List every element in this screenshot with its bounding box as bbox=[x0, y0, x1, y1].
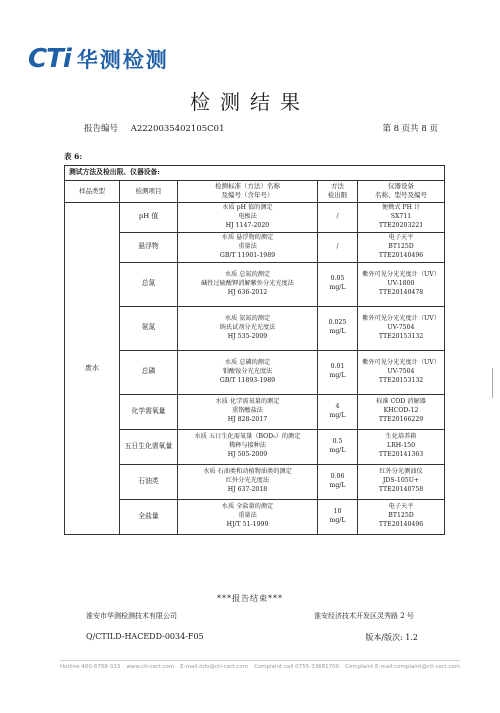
standard-cell-line: 水质 总氮的测定 bbox=[224, 270, 271, 278]
test-item-cell: 石油类 bbox=[120, 464, 178, 499]
header-instrument-line: 仪器设备 bbox=[388, 181, 415, 190]
results-section bbox=[64, 151, 444, 535]
company-logo bbox=[28, 42, 169, 76]
limit-cell-line: mg/L bbox=[329, 372, 346, 380]
table-row bbox=[65, 306, 445, 350]
logo-mark: CTi bbox=[28, 44, 71, 74]
logo-text: 华测检测 bbox=[76, 48, 169, 72]
document-version: 版本/版次: 1.2 bbox=[365, 633, 418, 642]
standard-cell bbox=[178, 394, 318, 429]
standard-cell-line: 电极法 bbox=[238, 212, 257, 220]
instrument-cell-line: BT125D bbox=[388, 242, 414, 250]
header-item: 检测项目 bbox=[120, 180, 178, 202]
instrument-cell-line: 电子天平 bbox=[388, 503, 414, 511]
limit-cell bbox=[318, 429, 358, 464]
header-standard-line: 及编号（含年号） bbox=[221, 191, 274, 200]
table-row bbox=[65, 350, 445, 394]
standard-cell-line: HJ/T 51-1999 bbox=[226, 521, 269, 529]
instrument-cell-line: UV-1800 bbox=[387, 279, 415, 287]
instrument-cell-line: TTE20203221 bbox=[378, 221, 424, 229]
header-sample-type: 样品类型 bbox=[65, 180, 120, 202]
table-row bbox=[65, 262, 445, 306]
header-standard bbox=[178, 180, 318, 202]
instrument-cell bbox=[358, 499, 445, 534]
test-item-cell: 悬浮物 bbox=[120, 232, 178, 262]
standard-cell-line: 重量法 bbox=[238, 512, 257, 520]
limit-cell bbox=[318, 394, 358, 429]
table-row bbox=[65, 464, 445, 499]
limit-cell-line: 10 bbox=[333, 507, 342, 515]
test-item-cell: 总氮 bbox=[120, 262, 178, 306]
instrument-cell-line: 红外分光测油仪 bbox=[379, 468, 423, 476]
table-row bbox=[65, 232, 445, 262]
header-standard-line: 检测标准（方法）名称 bbox=[215, 181, 280, 190]
instrument-cell-line: 便携式 PH 计 bbox=[381, 203, 421, 211]
standard-cell bbox=[178, 262, 318, 306]
report-end-mark: ***报告结束*** bbox=[217, 594, 283, 603]
complaint-email-link[interactable]: Complaint E-mail:complaint@cti-cert.com bbox=[345, 664, 460, 670]
instrument-cell bbox=[358, 394, 445, 429]
standard-cell-line: 碱性过硫酸钾消解紫外分光光度法 bbox=[201, 279, 294, 287]
instrument-cell bbox=[358, 232, 445, 262]
standard-cell bbox=[178, 429, 318, 464]
limit-cell-line: 0.06 bbox=[330, 472, 345, 480]
table-row bbox=[65, 202, 445, 232]
standard-cell-line: 水质 pH 值的测定 bbox=[222, 203, 273, 211]
header-limit-line: 方法 bbox=[331, 181, 344, 190]
table-caption: 测试方法及检出限、仪器设备: bbox=[65, 166, 445, 181]
report-number bbox=[84, 122, 224, 134]
header-limit bbox=[318, 180, 358, 202]
instrument-cell-line: LRH-150 bbox=[386, 442, 416, 450]
test-item-cell: 全盐量 bbox=[120, 499, 178, 534]
instrument-cell-line: TTE20140496 bbox=[378, 251, 424, 259]
instrument-cell-line: TTE20141363 bbox=[378, 451, 424, 459]
sample-type-cell: 废水 bbox=[65, 202, 120, 534]
limit-cell bbox=[318, 262, 358, 306]
standard-cell-line: 水质 化学需氧量的测定 bbox=[215, 398, 280, 406]
table-row bbox=[65, 394, 445, 429]
test-item-cell: pH 值 bbox=[120, 202, 178, 232]
limit-cell-line: 0.05 bbox=[330, 275, 345, 283]
report-number-value: A2220035402105C01 bbox=[130, 124, 225, 134]
standard-cell-line: HJ 505-2009 bbox=[227, 451, 268, 459]
company-address: 淮安经济技术开发区灵秀路 2 号 bbox=[314, 612, 414, 620]
standard-cell-line: 水质 氨氮的测定 bbox=[224, 314, 271, 322]
standard-cell bbox=[178, 202, 318, 232]
standard-cell-line: 钼酸铵分光光度法 bbox=[222, 367, 273, 375]
limit-cell bbox=[318, 464, 358, 499]
instrument-cell-line: 紫外可见分光光度计（UV） bbox=[362, 270, 440, 278]
standard-cell-line: HJ 535-2009 bbox=[227, 332, 268, 340]
limit-cell-line: 0.025 bbox=[328, 319, 347, 327]
standard-cell-line: 水质 总磷的测定 bbox=[224, 358, 271, 366]
standard-cell-line: 稀释与接种法 bbox=[228, 442, 267, 450]
standard-cell-line: 红外分光光度法 bbox=[225, 477, 270, 485]
limit-cell-line: 0.5 bbox=[332, 437, 343, 445]
limit-cell-line: mg/L bbox=[329, 328, 346, 336]
hotline: Hotline 400-6788-333 bbox=[60, 664, 121, 670]
header-instrument-line: 名称、型号及编号 bbox=[375, 191, 428, 200]
instrument-cell bbox=[358, 306, 445, 350]
website-link[interactable]: www.cti-cert.com bbox=[126, 664, 175, 670]
instrument-cell-line: BT125D bbox=[388, 512, 414, 520]
limit-cell-line: 0.01 bbox=[330, 363, 345, 371]
company-name: 淮安市华测检测技术有限公司 bbox=[86, 612, 177, 620]
complaint-call: Complaint call 0755-33681700 bbox=[254, 664, 340, 670]
header-limit-line: 检出限 bbox=[327, 191, 348, 200]
limit-cell-line: mg/L bbox=[329, 481, 346, 489]
limit-cell bbox=[318, 350, 358, 394]
limit-cell bbox=[318, 232, 358, 262]
instrument-cell bbox=[358, 262, 445, 306]
instrument-cell-line: TTE20140496 bbox=[378, 521, 424, 529]
report-number-label: 报告编号 bbox=[84, 124, 119, 134]
binding-mark bbox=[492, 368, 498, 398]
instrument-cell-line: 电子天平 bbox=[388, 233, 414, 241]
instrument-cell-line: 标准 COD 消解器 bbox=[376, 398, 426, 406]
table-label: 表 6: bbox=[64, 152, 83, 161]
limit-cell-line: mg/L bbox=[329, 516, 346, 524]
limit-cell-line: / bbox=[336, 242, 339, 250]
instrument-cell-line: JDS-105U+ bbox=[382, 477, 420, 485]
instrument-cell-line: TTE20153132 bbox=[378, 376, 424, 384]
standard-cell bbox=[178, 499, 318, 534]
instrument-cell-line: 紫外可见分光光度计（UV） bbox=[362, 358, 440, 366]
limit-cell-line: mg/L bbox=[329, 446, 346, 454]
standard-cell-line: HJ 637-2018 bbox=[227, 486, 268, 494]
document-code: Q/CTILD-HACEDD-0034-F05 bbox=[86, 632, 204, 641]
header-instrument bbox=[358, 180, 445, 202]
instrument-cell-line: SX711 bbox=[390, 212, 412, 220]
standard-cell-line: 水质 全盐量的测定 bbox=[221, 503, 274, 511]
instrument-cell bbox=[358, 429, 445, 464]
standard-cell bbox=[178, 464, 318, 499]
instrument-cell-line: KHCOD-12 bbox=[383, 407, 419, 415]
limit-cell bbox=[318, 499, 358, 534]
instrument-cell-line: 生化培养箱 bbox=[385, 433, 417, 441]
table-row bbox=[65, 429, 445, 464]
standard-cell-line: HJ 636-2012 bbox=[227, 288, 268, 296]
standard-cell-line: 水质 石油类和动植物油类的测定 bbox=[203, 468, 292, 476]
test-item-cell: 五日生化需氧量 bbox=[120, 429, 178, 464]
table-header-row bbox=[65, 180, 445, 202]
instrument-cell-line: UV-7504 bbox=[387, 323, 415, 331]
instrument-cell-line: TTE20140478 bbox=[378, 288, 424, 296]
standard-cell-line: HJ 1147-2020 bbox=[225, 221, 270, 229]
instrument-cell-line: TTE20166229 bbox=[378, 416, 424, 424]
instrument-cell-line: TTE20153132 bbox=[378, 332, 424, 340]
instrument-cell-line: TTE20140758 bbox=[378, 486, 424, 494]
limit-cell-line: / bbox=[336, 212, 339, 220]
limit-cell-line: mg/L bbox=[329, 411, 346, 419]
standard-cell-line: 水质 五日生化需氧量（BOD₅）的测定 bbox=[194, 433, 301, 441]
standard-cell-line: 重量法 bbox=[238, 242, 257, 250]
instrument-cell-line: UV-7504 bbox=[387, 367, 415, 375]
limit-cell bbox=[318, 306, 358, 350]
limit-cell-line: 4 bbox=[335, 402, 340, 410]
instrument-cell bbox=[358, 350, 445, 394]
test-item-cell: 化学需氧量 bbox=[120, 394, 178, 429]
page-title: 检测结果 bbox=[190, 90, 310, 114]
standard-cell bbox=[178, 232, 318, 262]
standard-cell-line: 重铬酸盐法 bbox=[232, 407, 263, 415]
page-info: 第 8 页共 8 页 bbox=[382, 124, 438, 134]
standard-cell-line: GB/T 11893-1989 bbox=[219, 376, 276, 384]
test-item-cell: 总磷 bbox=[120, 350, 178, 394]
methods-table bbox=[64, 165, 445, 535]
standard-cell-line: 纳氏试剂分光光度法 bbox=[219, 323, 276, 331]
limit-cell bbox=[318, 202, 358, 232]
standard-cell bbox=[178, 350, 318, 394]
limit-cell-line: mg/L bbox=[329, 284, 346, 292]
table-row bbox=[65, 499, 445, 534]
contact-footer bbox=[60, 660, 460, 670]
standard-cell-line: 水质 悬浮物的测定 bbox=[221, 233, 274, 241]
email-link[interactable]: E-mail:info@cti-cert.com bbox=[180, 664, 249, 670]
instrument-cell bbox=[358, 464, 445, 499]
standard-cell bbox=[178, 306, 318, 350]
standard-cell-line: HJ 828-2017 bbox=[227, 416, 268, 424]
standard-cell-line: GB/T 11901-1989 bbox=[219, 251, 276, 259]
instrument-cell bbox=[358, 202, 445, 232]
instrument-cell-line: 紫外可见分光光度计（UV） bbox=[362, 314, 440, 322]
test-item-cell: 氨氮 bbox=[120, 306, 178, 350]
